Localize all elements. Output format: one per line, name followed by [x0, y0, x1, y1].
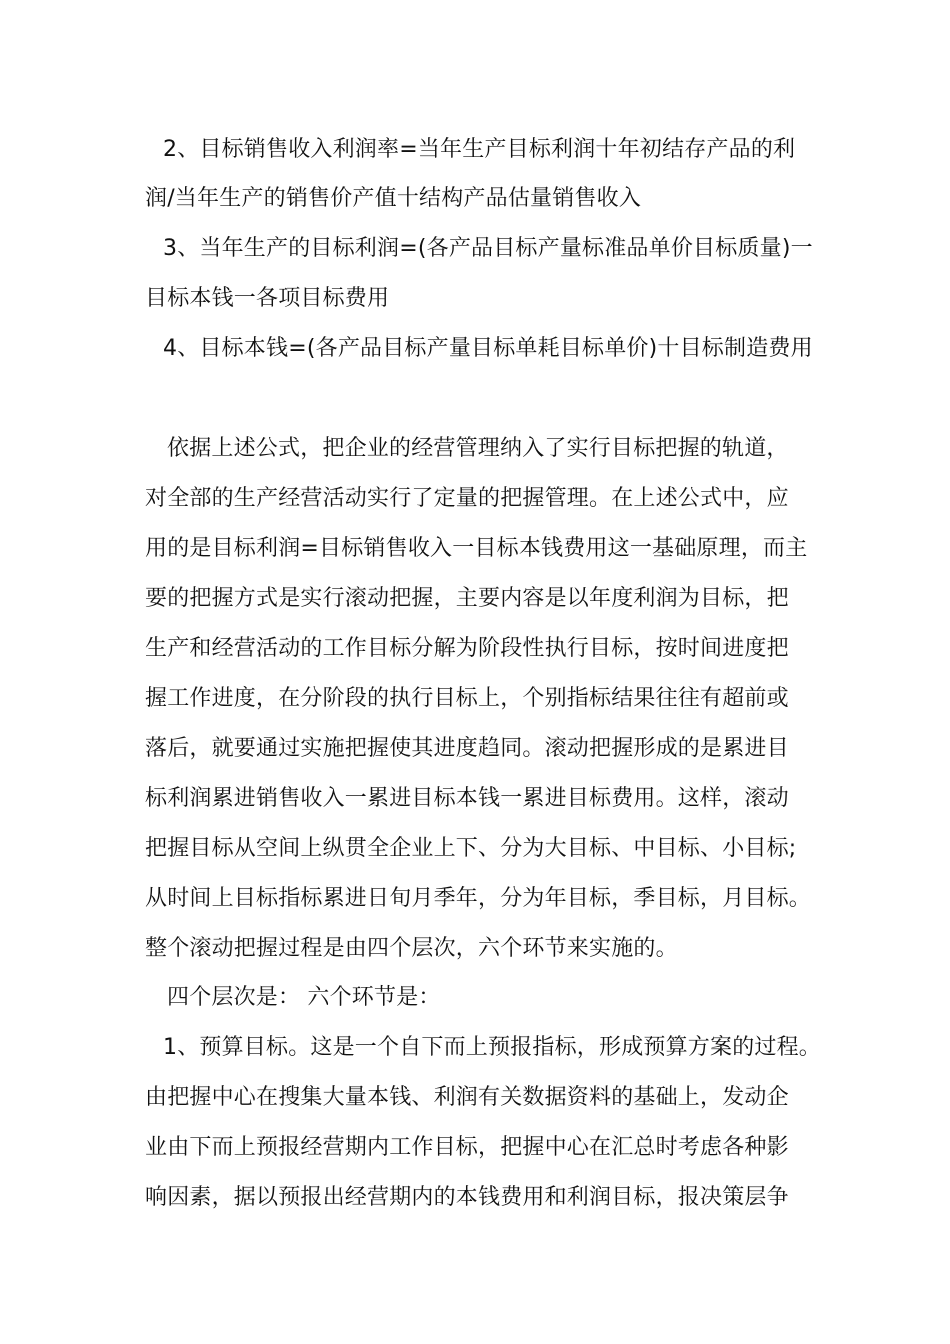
- text-line: 整个滚动把握过程是由四个层次，六个环节来实施的。: [145, 936, 678, 961]
- text-line: 四个层次是： 六个环节是：: [167, 985, 441, 1010]
- text-line: 要的把握方式是实行滚动把握，主要内容是以年度利润为目标，把: [145, 586, 789, 611]
- text-line: 标利润累进销售收入一累进目标本钱一累进目标费用。这样，滚动: [145, 786, 789, 811]
- text-line: 用的是目标利润=目标销售收入一目标本钱费用这一基础原理，而主: [145, 536, 808, 561]
- text-line: 2、目标销售收入利润率=当年生产目标利润十年初结存产品的利: [163, 137, 796, 162]
- text-line: 由把握中心在搜集大量本钱、利润有关数据资料的基础上，发动企: [145, 1085, 789, 1110]
- text-line: 1、预算目标。这是一个自下而上预报指标，形成预算方案的过程。: [163, 1035, 821, 1060]
- text-line: 润/当年生产的销售价产值十结构产品估量销售收入: [145, 186, 642, 211]
- text-line: 握工作进度，在分阶段的执行目标上，个别指标结果往往有超前或: [145, 686, 789, 711]
- text-line: 3、当年生产的目标利润=(各产品目标产量标准品单价目标质量)一: [163, 236, 813, 261]
- text-line: 依据上述公式，把企业的经营管理纳入了实行目标把握的轨道，: [167, 436, 789, 461]
- text-line: 从时间上目标指标累进日旬月季年，分为年目标，季目标，月目标。: [145, 886, 812, 911]
- text-line: 4、目标本钱=(各产品目标产量目标单耗目标单价)十目标制造费用: [163, 336, 813, 361]
- text-line: 目标本钱一各项目标费用: [145, 286, 390, 311]
- text-line: 落后，就要通过实施把握使其进度趋同。滚动把握形成的是累进目: [145, 736, 789, 761]
- text-line: 对全部的生产经营活动实行了定量的把握管理。在上述公式中，应: [145, 486, 789, 511]
- text-line: 业由下而上预报经营期内工作目标，把握中心在汇总时考虑各种影: [145, 1135, 789, 1160]
- text-line: 响因素，据以预报出经营期内的本钱费用和利润目标，报决策层争: [145, 1185, 789, 1210]
- text-line: 把握目标从空间上纵贯全企业上下、分为大目标、中目标、小目标;: [145, 836, 797, 861]
- text-line: 生产和经营活动的工作目标分解为阶段性执行目标，按时间进度把: [145, 636, 789, 661]
